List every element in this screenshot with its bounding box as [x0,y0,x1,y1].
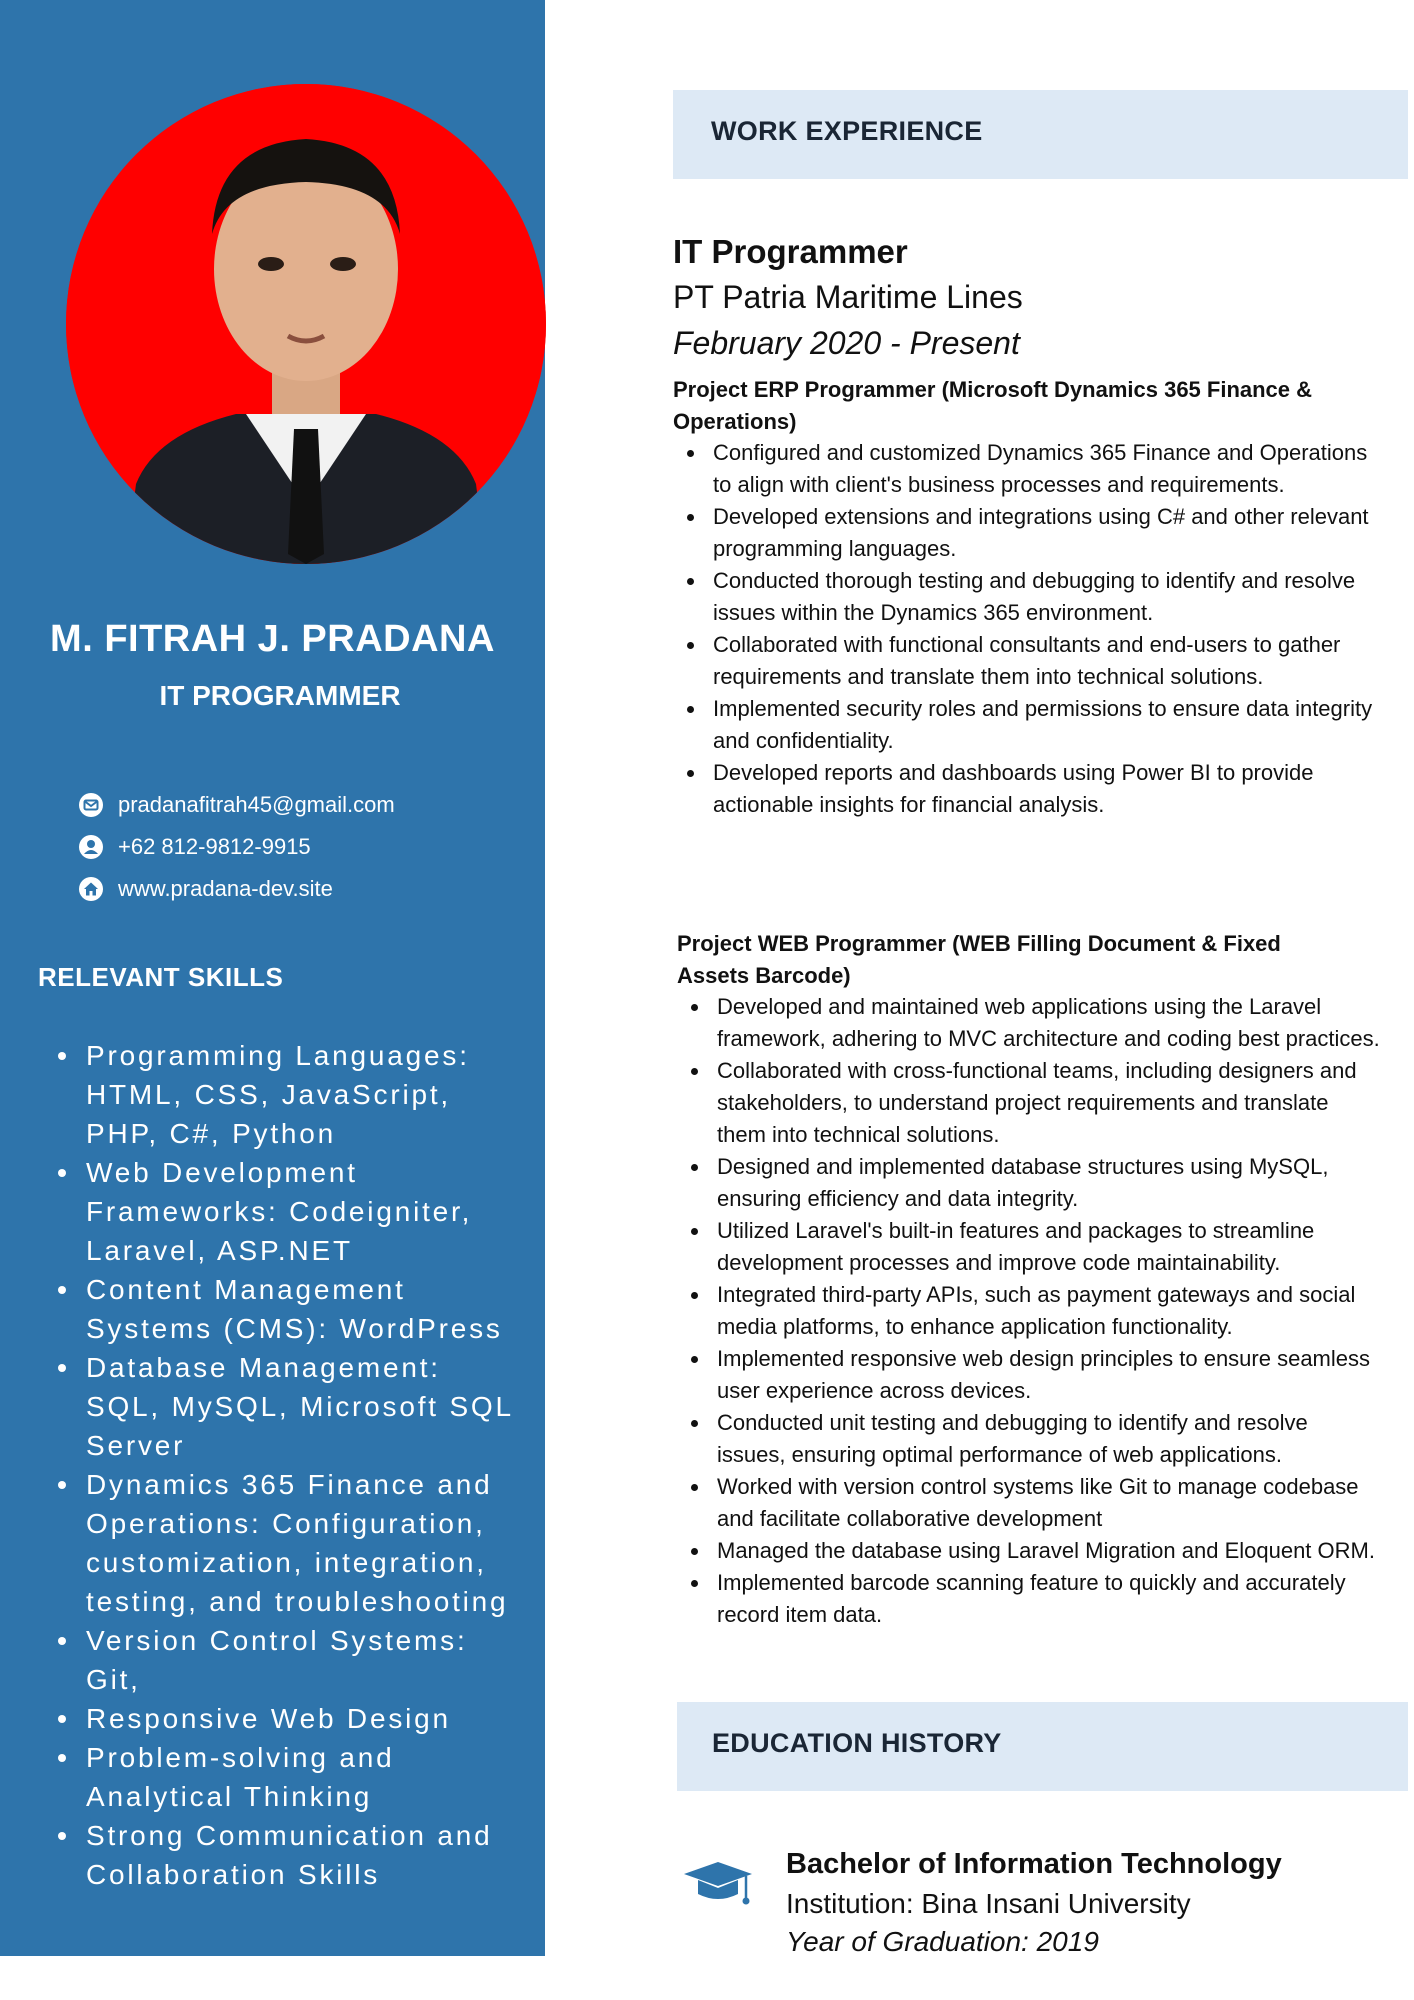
project-bullet: Integrated third-party APIs, such as payment gateways and social media platforms, to enhance application functionality. [677,1279,1382,1343]
email-icon [78,792,104,818]
project-bullet: Collaborated with functional consultants and end-users to gather requirements and translate them into technical solutions. [673,629,1373,693]
skill-item: Web Development Frameworks: Codeigniter, Laravel, ASP.NET [56,1153,516,1270]
project-bullet: Developed and maintained web applications using the Laravel framework, adhering to MVC architecture and coding best practices. [677,991,1382,1055]
job-period: February 2020 - Present [673,325,1020,361]
profile-name: M. FITRAH J. PRADANA [50,618,495,660]
project-bullets [677,991,1382,1631]
work-section-title: WORK EXPERIENCE [711,116,983,146]
contact-website-text: www.pradana-dev.site [118,876,333,901]
graduation-cap-icon [680,1858,756,1914]
home-icon [78,876,104,902]
person-icon [78,834,104,860]
skill-item: Programming Languages: HTML, CSS, JavaScript, PHP, C#, Python [56,1036,516,1153]
education-section-title: EDUCATION HISTORY [712,1728,1002,1758]
skills-heading: RELEVANT SKILLS [38,962,284,992]
project-bullet: Developed extensions and integrations using C# and other relevant programming languages. [673,501,1373,565]
project-title: Project WEB Programmer (WEB Filling Document & Fixed Assets Barcode) [677,931,1281,988]
contact-email-text: pradanafitrah45@gmail.com [118,792,395,817]
skills-list [56,1036,516,1894]
graduation-year: Year of Graduation: 2019 [786,1926,1099,1957]
project-bullet: Designed and implemented database structures using MySQL, ensuring efficiency and data integrity. [677,1151,1382,1215]
skill-item: Strong Communication and Collaboration Skills [56,1816,516,1894]
project-bullet: Developed reports and dashboards using Power BI to provide actionable insights for financial analysis. [673,757,1373,821]
project-bullet: Conducted unit testing and debugging to identify and resolve issues, ensuring optimal performance of web applications. [677,1407,1382,1471]
project-bullet: Worked with version control systems like Git to manage codebase and facilitate collaborative development [677,1471,1382,1535]
project-bullet: Implemented security roles and permissions to ensure data integrity and confidentiality. [673,693,1373,757]
project-bullet: Utilized Laravel's built-in features and packages to streamline development processes and improve code maintainability. [677,1215,1382,1279]
skill-item: Dynamics 365 Finance and Operations: Configuration, customization, integration, testing, and troubleshooting [56,1465,516,1621]
profile-title: IT PROGRAMMER [159,680,401,711]
project-bullet: Managed the database using Laravel Migration and Eloquent ORM. [677,1535,1382,1567]
skill-item: Database Management: SQL, MySQL, Microsoft SQL Server [56,1348,516,1465]
degree-title: Bachelor of Information Technology [786,1848,1282,1880]
project-bullet: Conducted thorough testing and debugging to identify and resolve issues within the Dynamics 365 environment. [673,565,1373,629]
contact-phone-text: +62 812-9812-9915 [118,834,311,859]
project-bullet: Implemented barcode scanning feature to quickly and accurately record item data. [677,1567,1382,1631]
contact-phone[interactable] [78,826,395,868]
contact-website[interactable] [78,868,395,910]
project-bullet: Implemented responsive web design principles to ensure seamless user experience across devices. [677,1343,1382,1407]
contact-email[interactable] [78,784,395,826]
institution-name: Institution: Bina Insani University [786,1888,1191,1919]
project-bullet: Collaborated with cross-functional teams, including designers and stakeholders, to understand project requirements and translate them into technical solutions. [677,1055,1382,1151]
project-title: Project ERP Programmer (Microsoft Dynamics 365 Finance & Operations) [673,377,1313,434]
skill-item: Responsive Web Design [56,1699,516,1738]
skill-item: Problem-solving and Analytical Thinking [56,1738,516,1816]
skill-item: Version Control Systems: Git, [56,1621,516,1699]
job-title: IT Programmer [673,233,908,270]
profile-photo [66,84,546,564]
sidebar [0,0,545,1956]
contact-list [78,784,395,910]
company-name: PT Patria Maritime Lines [673,279,1023,315]
project-bullet: Configured and customized Dynamics 365 Finance and Operations to align with client's business processes and requirements. [673,437,1373,501]
skill-item: Content Management Systems (CMS): WordPress [56,1270,516,1348]
project-bullets [673,437,1373,821]
